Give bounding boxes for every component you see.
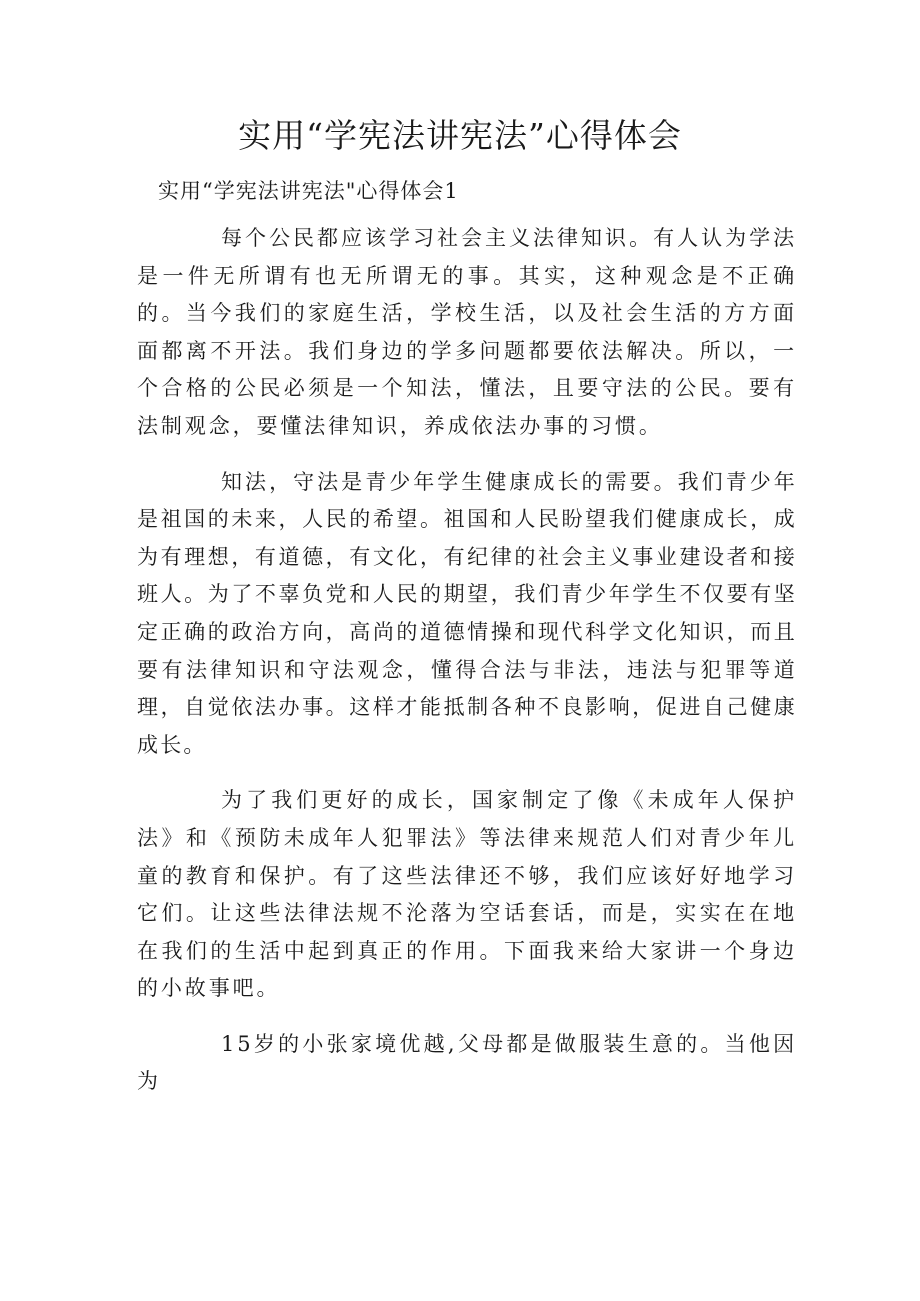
document-body <box>137 220 797 1119</box>
document-title: 实用“学宪法讲宪法”心得体会 <box>238 116 682 155</box>
paragraph-1: 每个公民都应该学习社会主义法律知识。有人认为学法是一件无所谓有也无所谓无的事。其实，这种观念是不正确的。当今我们的家庭生活，学校生活，以及社会生活的方方面面都离不开法。我们身边的学多问题都要依法解决。所以，一个合格的公民必须是一个知法，懂法，且要守法的公民。要有法制观念，要懂法律知识，养成依法办事的习惯。 <box>137 226 797 438</box>
paragraph-3: 为了我们更好的成长，国家制定了像《未成年人保护法》和《预防未成年人犯罪法》等法律来规范人们对青少年儿童的教育和保护。有了这些法律还不够，我们应该好好地学习它们。让这些法律法规不沦落为空话套话，而是，实实在在地在我们的生活中起到真正的作用。下面我来给大家讲一个身边的小故事吧。 <box>137 788 797 1001</box>
document-subtitle: 实用“学宪法讲宪法"心得体会1 <box>158 179 459 203</box>
paragraph-2: 知法，守法是青少年学生健康成长的需要。我们青少年是祖国的未来，人民的希望。祖国和人民盼望我们健康成长，成为有理想，有道德，有文化，有纪律的社会主义事业建设者和接班人。为了不辜负党和人民的期望，我们青少年学生不仅要有坚定正确的政治方向，高尚的道德情操和现代科学文化知识，而且要有法律知识和守法观念，懂得合法与非法，违法与犯罪等道理，自觉依法办事。这样才能抵制各种不良影响，促进自己健康成长。 <box>137 469 797 757</box>
paragraph-4: 15岁的小张家境优越,父母都是做服装生意的。当他因为 <box>137 1031 797 1094</box>
